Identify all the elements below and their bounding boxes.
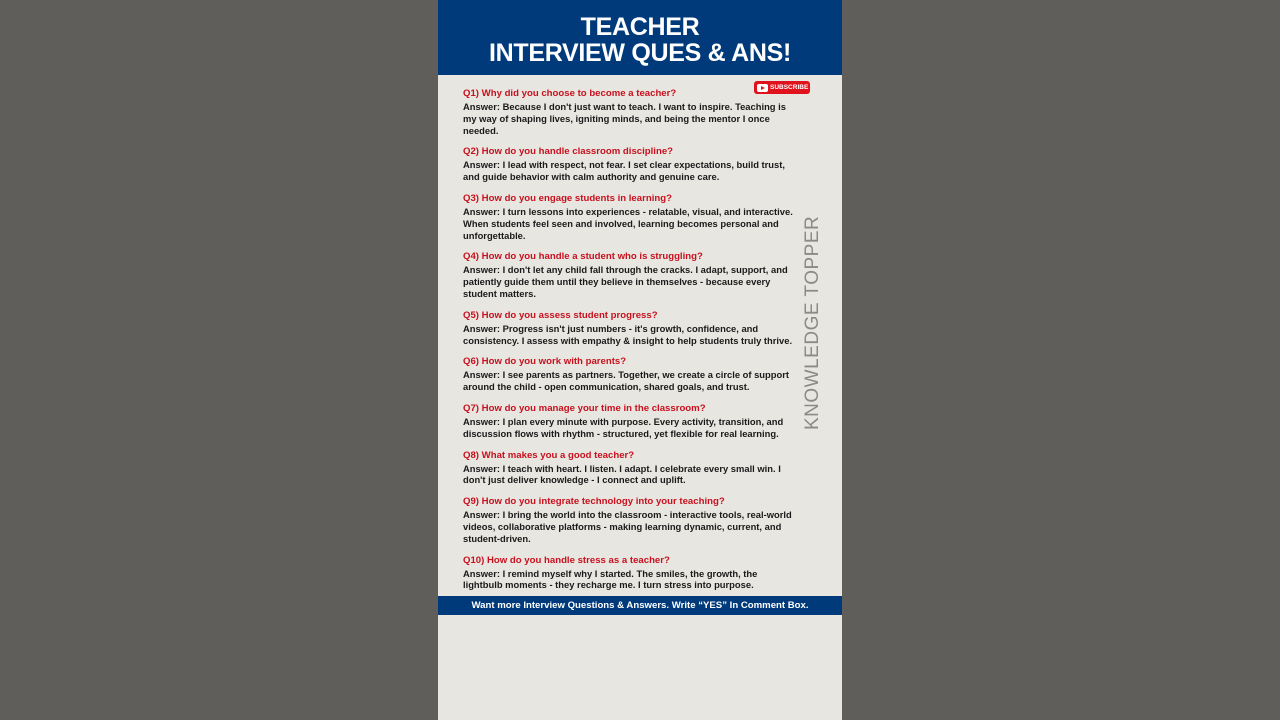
answer: Answer: Because I don't just want to teach. I want to inspire. Teaching is my way of shaping lives, igniting minds, and being the mentor I once needed. [463, 101, 786, 136]
answer: Answer: I lead with respect, not fear. I set clear expectations, build trust, and guide behavior with calm authority and genuine care. [463, 159, 785, 183]
qa-item [463, 351, 798, 393]
answer: Answer: I turn lessons into experiences - relatable, visual, and interactive. When students feel seen and involved, learning becomes personal and unforgettable. [463, 205, 793, 241]
subscribe-label: SUBSCRIBE [770, 84, 809, 91]
question: Q3) How do you engage students in learning? [463, 192, 672, 204]
answer: Answer: I don't let any child fall through the cracks. I adapt, support, and patiently guide them until they believe in themselves - because every student matters. [463, 264, 788, 299]
question: Q1) Why did you choose to become a teacher? [463, 88, 677, 99]
question: Q2) How do you handle classroom discipline? [463, 146, 674, 158]
question: Q9) How do you integrate technology into your teaching? [463, 496, 725, 508]
qa-item [463, 398, 798, 440]
answer: Answer: Progress isn't just numbers - it's growth, confidence, and consistency. I assess with empathy & insight to help students truly thrive. [463, 322, 793, 346]
qa-item [463, 305, 798, 347]
qa-item [463, 246, 798, 299]
qa-item [463, 188, 798, 241]
qa-item [463, 141, 798, 183]
qa-item [463, 83, 798, 136]
answer: Answer: I plan every minute with purpose. Every activity, transition, and discussion flows with rhythm - structured, yet flexible for real learning. [463, 415, 784, 439]
answer: Answer: I see parents as partners. Together, we create a circle of support around the child - open communication, shared goals, and trust. [463, 369, 789, 393]
answer: Answer: I remind myself why I started. The smiles, the growth, the lightbulb moments - they recharge me. I turn stress into purpose. [463, 567, 758, 591]
qa-item [463, 550, 798, 592]
background-right [842, 0, 1280, 720]
title-line-1: TEACHER [580, 13, 700, 41]
question: Q6) How do you work with parents? [463, 356, 627, 368]
background-left [0, 0, 438, 720]
qa-item [463, 445, 798, 487]
question: Q5) How do you assess student progress? [463, 309, 658, 321]
vertical-watermark: KNOWLEDGE TOPPER [802, 215, 823, 430]
question: Q8) What makes you a good teacher? [463, 449, 635, 461]
question: Q4) How do you handle a student who is struggling? [463, 251, 703, 263]
title-line-2: INTERVIEW QUES & ANS! [488, 39, 792, 67]
footer-banner: Want more Interview Questions & Answers. Write “YES” In Comment Box. [438, 596, 842, 615]
question: Q7) How do you manage your time in the classroom? [463, 402, 706, 414]
answer: Answer: I teach with heart. I listen. I adapt. I celebrate every small win. I don't just deliver knowledge - I connect and uplift. [463, 462, 781, 486]
subscribe-button[interactable] [754, 81, 810, 94]
question: Q10) How do you handle stress as a teacher? [463, 554, 670, 566]
qa-item [463, 491, 798, 544]
card-header [438, 0, 842, 75]
interview-card [438, 0, 842, 720]
answer: Answer: I bring the world into the classroom - interactive tools, real-world videos, collaborative platforms - making learning dynamic, current, and student-driven. [463, 509, 792, 544]
youtube-play-icon [757, 84, 768, 92]
qa-list [463, 75, 798, 591]
